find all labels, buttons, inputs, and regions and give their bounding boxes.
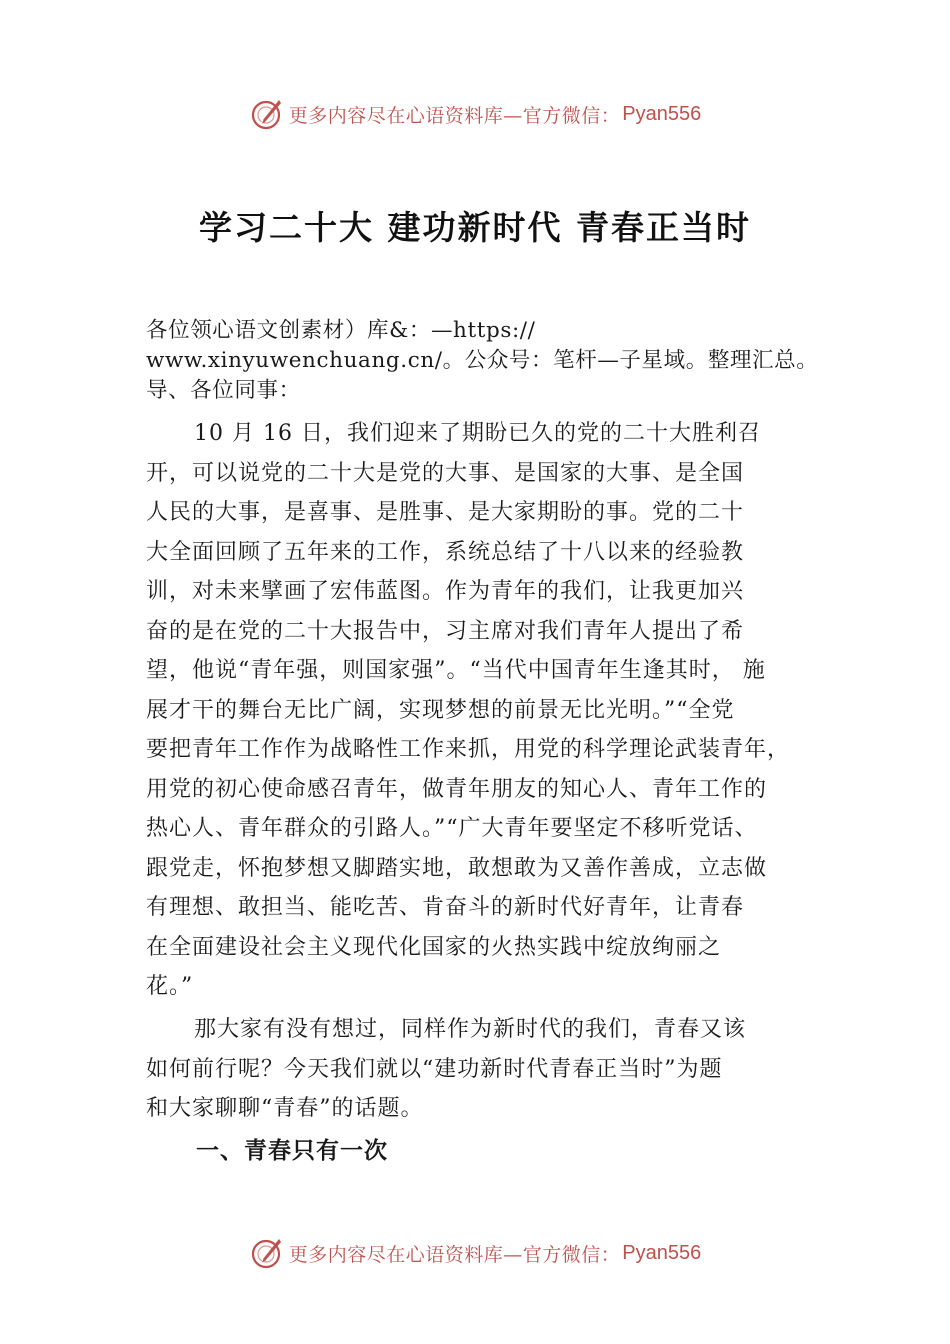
intro-line: www.xinyuwenchuang.cn/。公众号：笔杆—子星域。整理汇总。 [146,348,819,373]
header-watermark-banner [0,94,950,134]
paragraph-line: 训，对未来擘画了宏伟蓝图。作为青年的我们，让我更加兴 [146,579,745,604]
paragraph-line: 在全面建设社会主义现代化国家的火热实践中绽放绚丽之 [146,934,722,960]
banner-text: 更多内容尽在心语资料库—官方微信： [288,1243,621,1266]
paragraph-line: 如何前行呢？今天我们就以“建功新时代青春正当时”为题 [146,1056,723,1082]
paragraph-line: 人民的大事，是喜事、是胜事、是大家期盼的事。党的二十 [146,500,745,525]
paragraph-line: 那大家有没有想过，同样作为新时代的我们，青春又该 [194,1017,747,1042]
section-heading: 一、青春只有一次 [196,1138,388,1164]
paragraph-line: 热心人、青年群众的引路人。”“广大青年要坚定不移听党话、 [146,816,758,841]
banner-wechat-id: Pyan556 [622,1241,702,1264]
paragraph-line: 大全面回顾了五年来的工作，系统总结了十八以来的经验教 [146,539,745,565]
banner-wechat-id: Pyan556 [622,102,702,125]
paragraph-2 [146,1010,836,1129]
quill-pen-logo-icon [249,1235,285,1271]
paragraph-line: 10 月 16 日，我们迎来了期盼已久的党的二十大胜利召 [194,421,761,446]
intro-block [146,316,836,406]
intro-line: 各位领心语文创素材）库&：—https:// [146,318,536,343]
paragraph-line: 有理想、敢担当、能吃苦、肯奋斗的新时代好青年，让青春 [146,895,745,920]
paragraph-line: 和大家聊聊“青春”的话题。 [146,1096,424,1121]
intro-line: 导、各位同事： [146,378,301,403]
banner-text: 更多内容尽在心语资料库—官方微信： [288,104,621,127]
paragraph-line: 展才干的舞台无比广阔，实现梦想的前景无比光明。”“全党 [146,697,735,723]
quill-pen-logo-icon [249,96,285,132]
paragraph-line: 望，他说“青年强，则国家强”。“当代中国青年生逢其时， 施 [146,658,766,683]
paragraph-line: 要把青年工作作为战略性工作来抓，用党的科学理论武装青年， [146,737,791,762]
paragraph-line: 花。” [146,974,194,999]
paragraph-line: 开，可以说党的二十大是党的大事、是国家的大事、是全国 [146,460,745,486]
paragraph-line: 用党的初心使命感召青年，做青年朋友的知心人、青年工作的 [146,776,768,802]
paragraph-1 [146,414,836,1007]
paragraph-line: 奋的是在党的二十大报告中，习主席对我们青年人提出了希 [146,618,745,644]
footer-watermark-banner [0,1233,950,1273]
document-title: 学习二十大 建功新时代 青春正当时 [199,208,751,247]
paragraph-line: 跟党走，怀抱梦想又脚踏实地，敢想敢为又善作善成，立志做 [146,855,768,881]
